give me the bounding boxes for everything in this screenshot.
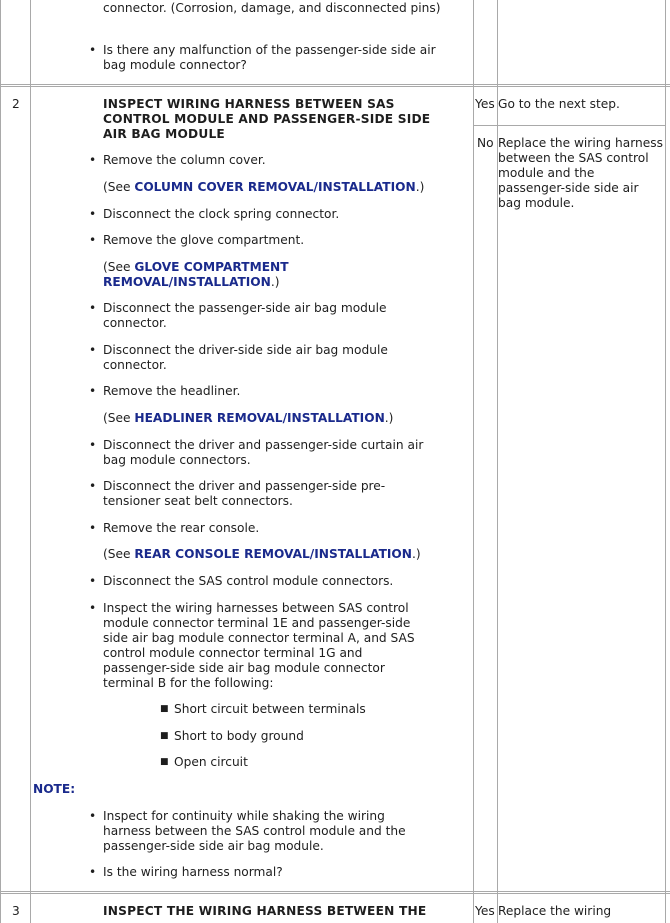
list-item: • Remove the headliner. [89,384,241,398]
bullet-icon: • [89,153,97,167]
step-number: 2 [12,97,20,111]
bullet-icon: • [89,343,97,357]
list-item: • Disconnect the driver and passenger-side curtain air bag module connectors. [89,438,424,467]
list-item: • Is there any malfunction of the passenger-side side air bag module connector? [89,43,436,72]
no-action: Replace the wiring harness between the SAS control module and the passenger-side side air bag module. [498,136,663,210]
sub-list-item: ■ Open circuit [160,755,248,769]
sub-list-item: ■ Short to body ground [160,729,304,743]
bullet-icon: • [89,43,97,57]
column-divider-step [30,0,31,923]
list-item: • Remove the rear console. [89,521,260,535]
no-label: No [477,136,494,150]
column-divider-action [473,0,474,923]
yes-no-divider [473,125,666,126]
yes-action: Replace the wiring [498,904,612,918]
link-rear-console[interactable]: REAR CONSOLE REMOVAL/INSTALLATION [134,547,412,561]
bullet-icon: • [89,601,97,615]
list-item: • Remove the glove compartment. [89,233,305,247]
step-number: 3 [12,904,20,918]
bullet-icon: • [89,233,97,247]
see-reference: (See GLOVE COMPARTMENT REMOVAL/INSTALLATION.) [103,260,289,289]
see-reference: (See COLUMN COVER REMOVAL/INSTALLATION.) [103,180,425,194]
list-item: • Disconnect the driver-side side air bag module connector. [89,343,388,372]
yes-action: Go to the next step. [498,97,620,111]
table-border-right [665,0,666,923]
list-item: • Disconnect the driver and passenger-side pre-tensioner seat belt connectors. [89,479,386,508]
yes-label: Yes [475,904,495,918]
bullet-icon: • [89,521,97,535]
square-bullet-icon: ■ [160,731,169,741]
see-reference: (See HEADLINER REMOVAL/INSTALLATION.) [103,411,394,425]
list-item: • Remove the column cover. [89,153,266,167]
bullet-icon: • [89,809,97,823]
see-reference: (See REAR CONSOLE REMOVAL/INSTALLATION.) [103,547,421,561]
bullet-icon: • [89,301,97,315]
square-bullet-icon: ■ [160,757,169,767]
bullet-icon: • [89,384,97,398]
step-heading: INSPECT THE WIRING HARNESS BETWEEN THE [103,904,427,918]
bullet-icon: • [89,438,97,452]
link-column-cover[interactable]: COLUMN COVER REMOVAL/INSTALLATION [134,180,416,194]
bullet-icon: • [89,479,97,493]
row-divider [0,891,670,894]
table-border-left [0,0,1,923]
list-item: connector. (Corrosion, damage, and disconnected pins) [103,1,441,15]
step-heading: INSPECT WIRING HARNESS BETWEEN SAS CONTROL MODULE AND PASSENGER-SIDE SIDE AIR BAG MODULE [103,97,431,141]
square-bullet-icon: ■ [160,704,169,714]
bullet-icon: • [89,207,97,221]
link-headliner[interactable]: HEADLINER REMOVAL/INSTALLATION [134,411,385,425]
sub-list-item: ■ Short circuit between terminals [160,702,366,716]
list-item: • Disconnect the clock spring connector. [89,207,340,221]
row-divider [0,84,670,87]
list-item: • Disconnect the passenger-side air bag module connector. [89,301,387,330]
bullet-icon: • [89,574,97,588]
list-item: • Disconnect the SAS control module connectors. [89,574,394,588]
list-item: • Inspect for continuity while shaking the wiring harness between the SAS control module and the passenger-side side air bag module. [89,809,406,853]
list-item: • Inspect the wiring harnesses between SAS control module connector terminal 1E and passenger-side side air bag module connector terminal A, and SAS control module connector terminal 1G and passenger-side side air bag module connector terminal B for the following: [89,601,415,690]
list-item: • Is the wiring harness normal? [89,865,283,879]
note-label: NOTE: [33,782,76,796]
bullet-icon: • [89,865,97,879]
yes-label: Yes [475,97,495,111]
link-glove-compartment[interactable]: GLOVE COMPARTMENT REMOVAL/INSTALLATION [103,260,289,289]
